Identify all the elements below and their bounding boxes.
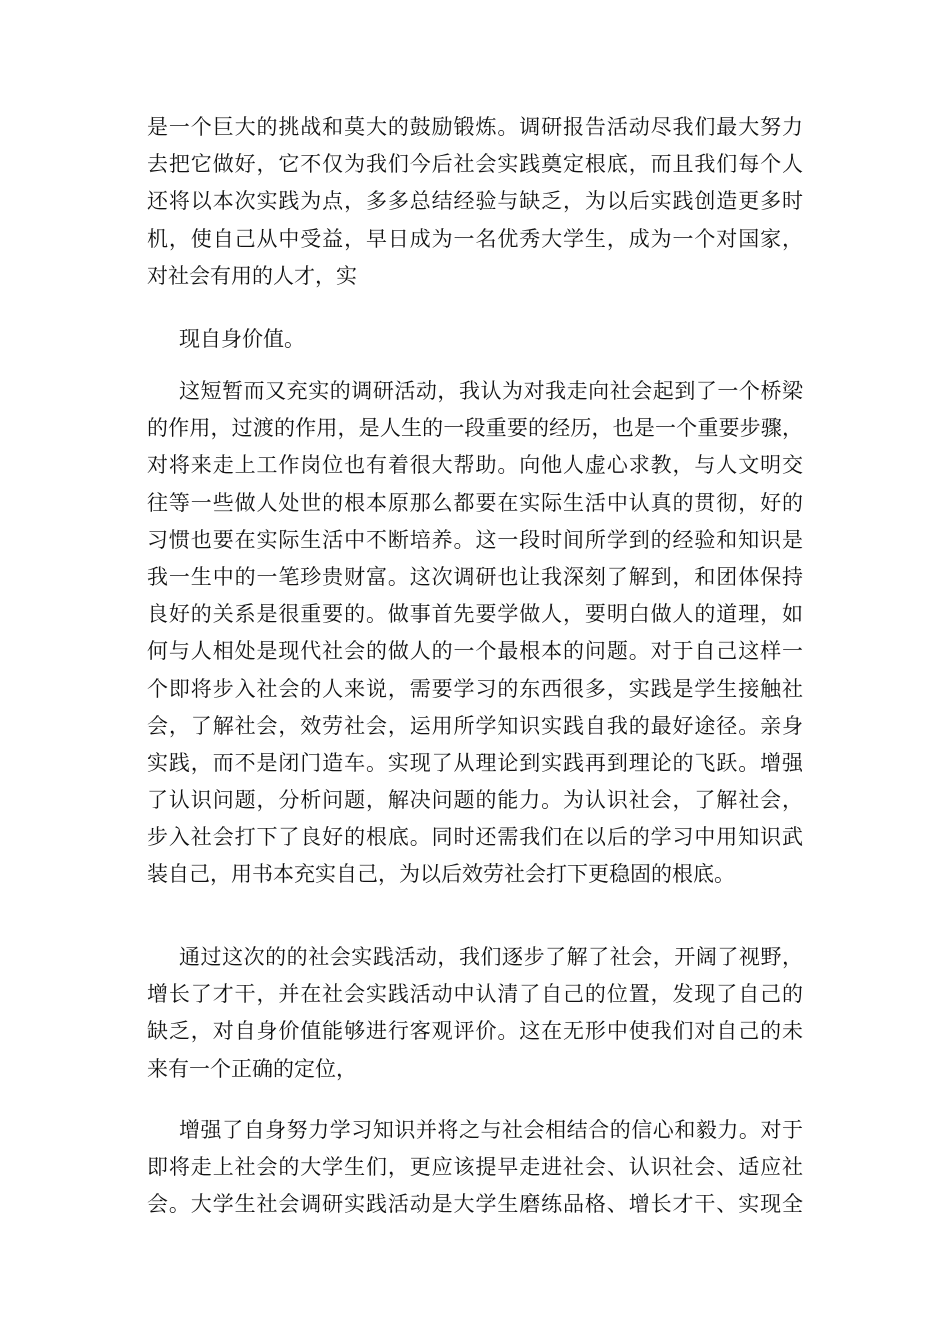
text-line: 去把它做好，它不仅为我们今后社会实践奠定根底，而且我们每个人 bbox=[147, 152, 803, 177]
text-line: 良好的关系是很重要的。做事首先要学做人，要明白做人的道理，如 bbox=[147, 602, 803, 627]
text-line: 往等一些做人处世的根本原那么都要在实际生活中认真的贯彻，好的 bbox=[147, 490, 803, 515]
text-line: 是一个巨大的挑战和莫大的鼓励锻炼。调研报告活动尽我们最大努力 bbox=[147, 115, 803, 139]
text-line: 会，了解社会，效劳社会，运用所学知识实践自我的最好途径。亲身 bbox=[147, 713, 803, 738]
paragraph-5 bbox=[147, 1112, 803, 1224]
text-line: 增长了才干，并在社会实践活动中认清了自己的位置，发现了自己的 bbox=[147, 982, 803, 1007]
text-line: 实践，而不是闭门造车。实现了从理论到实践再到理论的飞跃。增强 bbox=[147, 750, 803, 775]
text-line: 步入社会打下了良好的根底。同时还需我们在以后的学习中用知识武 bbox=[147, 825, 803, 850]
paragraph-3 bbox=[147, 373, 803, 894]
text-line: 机，使自己从中受益，早日成为一名优秀大学生，成为一个对国家， bbox=[147, 226, 803, 251]
text-line: 还将以本次实践为点，多多总结经验与缺乏，为以后实践创造更多时 bbox=[147, 189, 803, 214]
text-line: 的作用，过渡的作用，是人生的一段重要的经历，也是一个重要步骤， bbox=[147, 416, 803, 441]
text-line: 缺乏，对自身价值能够进行客观评价。这在无形中使我们对自己的未 bbox=[147, 1019, 803, 1044]
paragraph-2 bbox=[147, 321, 803, 358]
text-line: 何与人相处是现代社会的做人的一个最根本的问题。对于自己这样一 bbox=[147, 639, 803, 664]
text-line: 即将走上社会的大学生们，更应该提早走进社会、认识社会、适应社 bbox=[147, 1155, 803, 1180]
text-line: 通过这次的的社会实践活动，我们逐步了解了社会，开阔了视野， bbox=[179, 945, 803, 969]
text-line: 会。大学生社会调研实践活动是大学生磨练品格、增长才干、实现全 bbox=[147, 1192, 803, 1217]
text-line: 了认识问题，分析问题，解决问题的能力。为认识社会，了解社会， bbox=[147, 788, 803, 813]
text-line: 个即将步入社会的人来说，需要学习的东西很多，实践是学生接触社 bbox=[147, 676, 803, 701]
text-line: 来有一个正确的定位， bbox=[147, 1056, 357, 1081]
text-line: 现自身价值。 bbox=[179, 327, 305, 351]
text-line: 习惯也要在实际生活中不断培养。这一段时间所学到的经验和知识是 bbox=[147, 527, 803, 552]
text-line: 我一生中的一笔珍贵财富。这次调研也让我深刻了解到，和团体保持 bbox=[147, 564, 803, 589]
text-line: 增强了自身努力学习知识并将之与社会相结合的信心和毅力。对于 bbox=[179, 1118, 803, 1142]
paragraph-1 bbox=[147, 109, 803, 295]
text-line: 装自己，用书本充实自己，为以后效劳社会打下更稳固的根底。 bbox=[147, 862, 735, 887]
text-line: 对社会有用的人才，实 bbox=[147, 263, 357, 288]
text-line: 这短暂而又充实的调研活动，我认为对我走向社会起到了一个桥梁 bbox=[179, 379, 803, 403]
paragraph-4 bbox=[147, 939, 803, 1088]
text-line: 对将来走上工作岗位也有着很大帮助。向他人虚心求教，与人文明交 bbox=[147, 453, 803, 478]
